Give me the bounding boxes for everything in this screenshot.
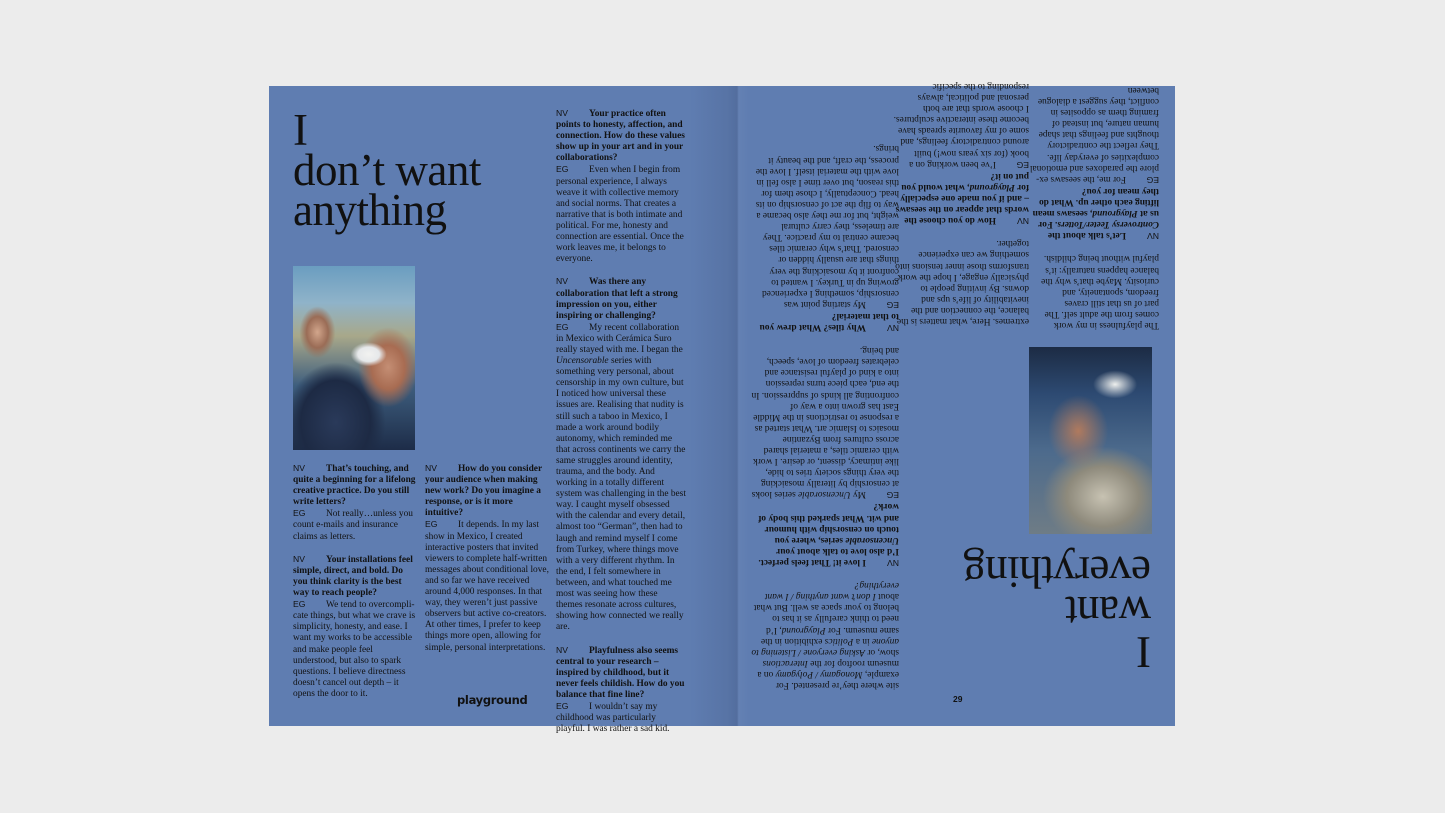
body-text: show, or: [864, 646, 899, 657]
body-text: series with something very personal, about censorship in my own culture, but I noticed how universal these issues are. Realising that nudity is still such a taboo in Mexico, I made a work around bodily autonomy, which reminded me that across continents we carry the same struggles around identity, trauma, and the body. And working in a totally different system was challenging in the best way. I caught myself obsessed with the calendar and every detail, almost too “German”, then had to laugh and remind myself I come from Turkey, where things move with a very different rhythm. In the end, I felt somewhere in between, and what touched me most was seeing how these themes resonate across cultures, showing how connected we really are.: [556, 356, 686, 633]
interview-answer: [293, 599, 417, 700]
speaker-label: EG: [886, 490, 899, 501]
interview-answer: [893, 237, 1029, 326]
body-text: , what would you put on it?: [901, 170, 1029, 192]
speaker-label: EG: [1016, 159, 1029, 170]
italic-text: Uncensorable: [798, 489, 851, 500]
speaker-label: EG: [556, 700, 569, 711]
italic-text: Uncensorable: [556, 356, 609, 367]
italic-text: Controversy Teeter/Totters: [1057, 219, 1159, 230]
italic-text: Uncensorable: [845, 534, 899, 545]
body-text: Playfulness also seems central to your research – inspired by childhood, but it never feels childish. How do you balance that fine line?: [556, 645, 685, 700]
speaker-label: NV: [425, 463, 437, 473]
body-text: Not really…unless you count e-mails and insurance claims as letters.: [293, 509, 413, 542]
interview-answer: [751, 344, 899, 500]
interview-question: [893, 170, 1029, 226]
body-text: I’ve been working on a book (for six years now!) built around contradictory feelings, and some of my favourite spreads have become these interactive sculptures. I choose words that are both personal and political, always responding to the specific: [893, 81, 1029, 169]
interview-question: [751, 310, 899, 333]
italic-text: Asking everyone / Listening to anyone: [751, 635, 899, 657]
interview-answer: [751, 579, 899, 690]
speaker-label: EG: [293, 599, 306, 610]
body-text: extremes. Here, what matters is the balance, the connection and the inevitability of life’s ups and downs. By inviting people to physically engage, I hope the work transforms those inner tensions into something we can experience together.: [895, 238, 1029, 326]
speaker-label: NV: [556, 108, 568, 118]
interview-answer: [425, 519, 549, 653]
speaker-label: EG: [293, 508, 306, 519]
body-text: Even when I begin from personal experience, I always weave it with collective memory and social norms. That creates a narrative that is both intimate and political. For me, honesty and connection are essential. Once the work leaves me, it belongs to everyone.: [556, 165, 684, 265]
body-text: My: [850, 489, 866, 500]
interview-answer: [751, 142, 899, 309]
interview-question: [425, 463, 549, 519]
left-page: [269, 86, 720, 735]
body-text: I love it! That feels perfect. I’d also love to talk about your: [758, 545, 899, 567]
interview-question: [293, 463, 417, 508]
speaker-label: EG: [556, 321, 569, 332]
body-text: My recent collaboration in Mexico with Cerámica Suro really stayed with me. I began the: [556, 322, 683, 355]
speaker-label: EG: [886, 299, 899, 310]
body-text: Why tiles? What drew you to that material?: [759, 310, 899, 332]
speaker-label: NV: [887, 557, 899, 568]
body-text: Was there any collaboration that left a strong impression on you, either inspiring or challenging?: [556, 277, 678, 321]
right-column-1: [1029, 84, 1159, 330]
right-page-title: I want everything: [963, 547, 1151, 677]
page-number: 29: [953, 694, 963, 704]
interview-answer: [293, 508, 417, 542]
speaker-label: NV: [556, 276, 568, 287]
interview-question: [556, 645, 686, 701]
left-page-title: I don’t want anything: [293, 105, 481, 235]
italic-text: Playground: [1092, 208, 1138, 219]
magazine-spread: [269, 81, 1175, 735]
body-text: How do you choose the words that appear on the seesaws – and if you made one especially for: [895, 181, 1029, 226]
body-text: Your practice often points to honesty, affection, and connection. How do these values show up in your art and in your collaborations?: [556, 109, 685, 164]
body-text: site where they’re presented. For example,: [775, 668, 899, 690]
left-column-1: [293, 463, 417, 711]
body-text: We tend to overcomplicate things, but what we crave is simplicity, honesty, and ease. I want my works to be accessible and make people feel understood, but also to spark questions. I believe directness doesn’t cancel out depth – it opens the door to it.: [293, 600, 416, 699]
italic-text: Playground: [969, 181, 1015, 192]
italic-text: I don’t want anything / I want everything?: [764, 580, 899, 602]
interview-answer: [556, 322, 686, 634]
left-column-3: [556, 108, 686, 735]
body-text: series looks at censorship by literally mosaicking the very things society tries to hide, like intimacy, dissent, or desire. I work with ceramic tiles, a material shared across cultures from Byzantine mosaics to Islamic art. What started as a response to restrictions in the Middle East has grown into a way of confronting all kinds of suppression. In the end, each piece turns repression into a kind of playful resistance and celebrates freedom of love, speech, and being.: [751, 345, 899, 500]
italic-text: Monogamy / Polygamy: [775, 668, 863, 679]
playground-logo: playground: [457, 693, 528, 707]
italic-text: Interactions: [762, 657, 808, 668]
body-text: in a: [853, 635, 872, 646]
body-text: on a museum rooftop for the: [757, 657, 899, 679]
photo-hands-on-tiles: [1029, 347, 1152, 534]
interview-question: [556, 276, 686, 321]
interview-question: [293, 554, 417, 599]
speaker-label: NV: [556, 644, 568, 655]
interview-question: [1029, 185, 1159, 241]
interview-question: [751, 500, 899, 568]
body-text: My starting point was censorship, something I experienced growing up in Turkey. I wanted to confront it by mosaicking the very things that are usually hidden or censored. That’s why ceramic tiles became central to my practice. They are timeless, they carry cultural weight, but for me they also became a way to flip the act of censorship on its head. Conceptually, I chose them for this reason, but over time I also fell in love with the material itself. I love the process, the craft, and the beauty it brings.: [755, 143, 899, 309]
speaker-label: EG: [1146, 174, 1159, 185]
body-text: The playfulness in my work comes from the adult self. The part of us that still craves freedom, spontaneity, and curiosity. Maybe that’s why the balance happens naturally: it’s playful without being childish.: [1041, 253, 1159, 330]
body-text: Let’s talk about the: [1047, 230, 1126, 241]
speaker-label: NV: [293, 553, 305, 564]
body-text: That’s touching, and quite a beginning for a lifelong creative practice. Do you still write letters?: [293, 464, 416, 508]
body-text: I wouldn’t say my childhood was particularly playful. I was rather a sad kid.: [556, 701, 670, 735]
interview-answer: [1029, 252, 1159, 330]
body-text: , seesaws mean lifting each other up. What do they mean for you?: [1032, 185, 1159, 219]
right-column-2: [893, 80, 1029, 326]
body-text: , I’d need to think carefully as it has to belong to your space as well. But what about: [753, 591, 899, 635]
speaker-label: NV: [887, 323, 899, 333]
interview-answer: [556, 164, 686, 265]
speaker-label: NV: [293, 463, 305, 473]
interview-question: [556, 108, 686, 164]
body-text: For me, the seesaws explore the paradoxes and emotional complexities of everyday life. They reflect the contradictory thoughts and feelings that shape human nature, but instead of framing them as opposites in conflict, they suggest a dialogue between: [1029, 85, 1159, 184]
right-column-3: [751, 142, 899, 690]
gutter-shadow: [689, 86, 749, 726]
body-text: exhibition in the same museum. For: [760, 624, 899, 646]
body-text: It depends. In my last show in Mexico, I created interactive posters that invited viewers to complete half-written messages about conditional love, and so far we have received around 4,000 responses. In that way, they weren’t just passive observers but active co-creators. At other times, I prefer to keep things more open, allowing for simple, personal interpretations.: [425, 520, 549, 653]
left-column-2: [425, 463, 549, 665]
speaker-label: EG: [425, 519, 438, 530]
body-text: Your installations feel simple, direct, and bold. Do you think clarity is the best way to reach people?: [293, 554, 413, 599]
speaker-label: NV: [1017, 216, 1029, 227]
photo-woman-wiping-glass: [293, 266, 415, 450]
right-page-upside-down: [720, 81, 1175, 726]
italic-text: Playground: [781, 624, 826, 635]
body-text: . For us at: [1038, 208, 1159, 230]
italic-text: Politics: [824, 635, 854, 646]
interview-answer: [893, 80, 1029, 170]
speaker-label: EG: [556, 164, 569, 175]
body-text: How do you consider your audience when making new work? Do you imagine a response, or is it more intuitive?: [425, 464, 542, 519]
speaker-label: NV: [1147, 231, 1159, 242]
body-text: series, where you touch on censorship with humour and wit. What sparked this body of work?: [758, 501, 899, 545]
interview-answer: [1029, 84, 1159, 185]
interview-answer: [556, 701, 686, 735]
